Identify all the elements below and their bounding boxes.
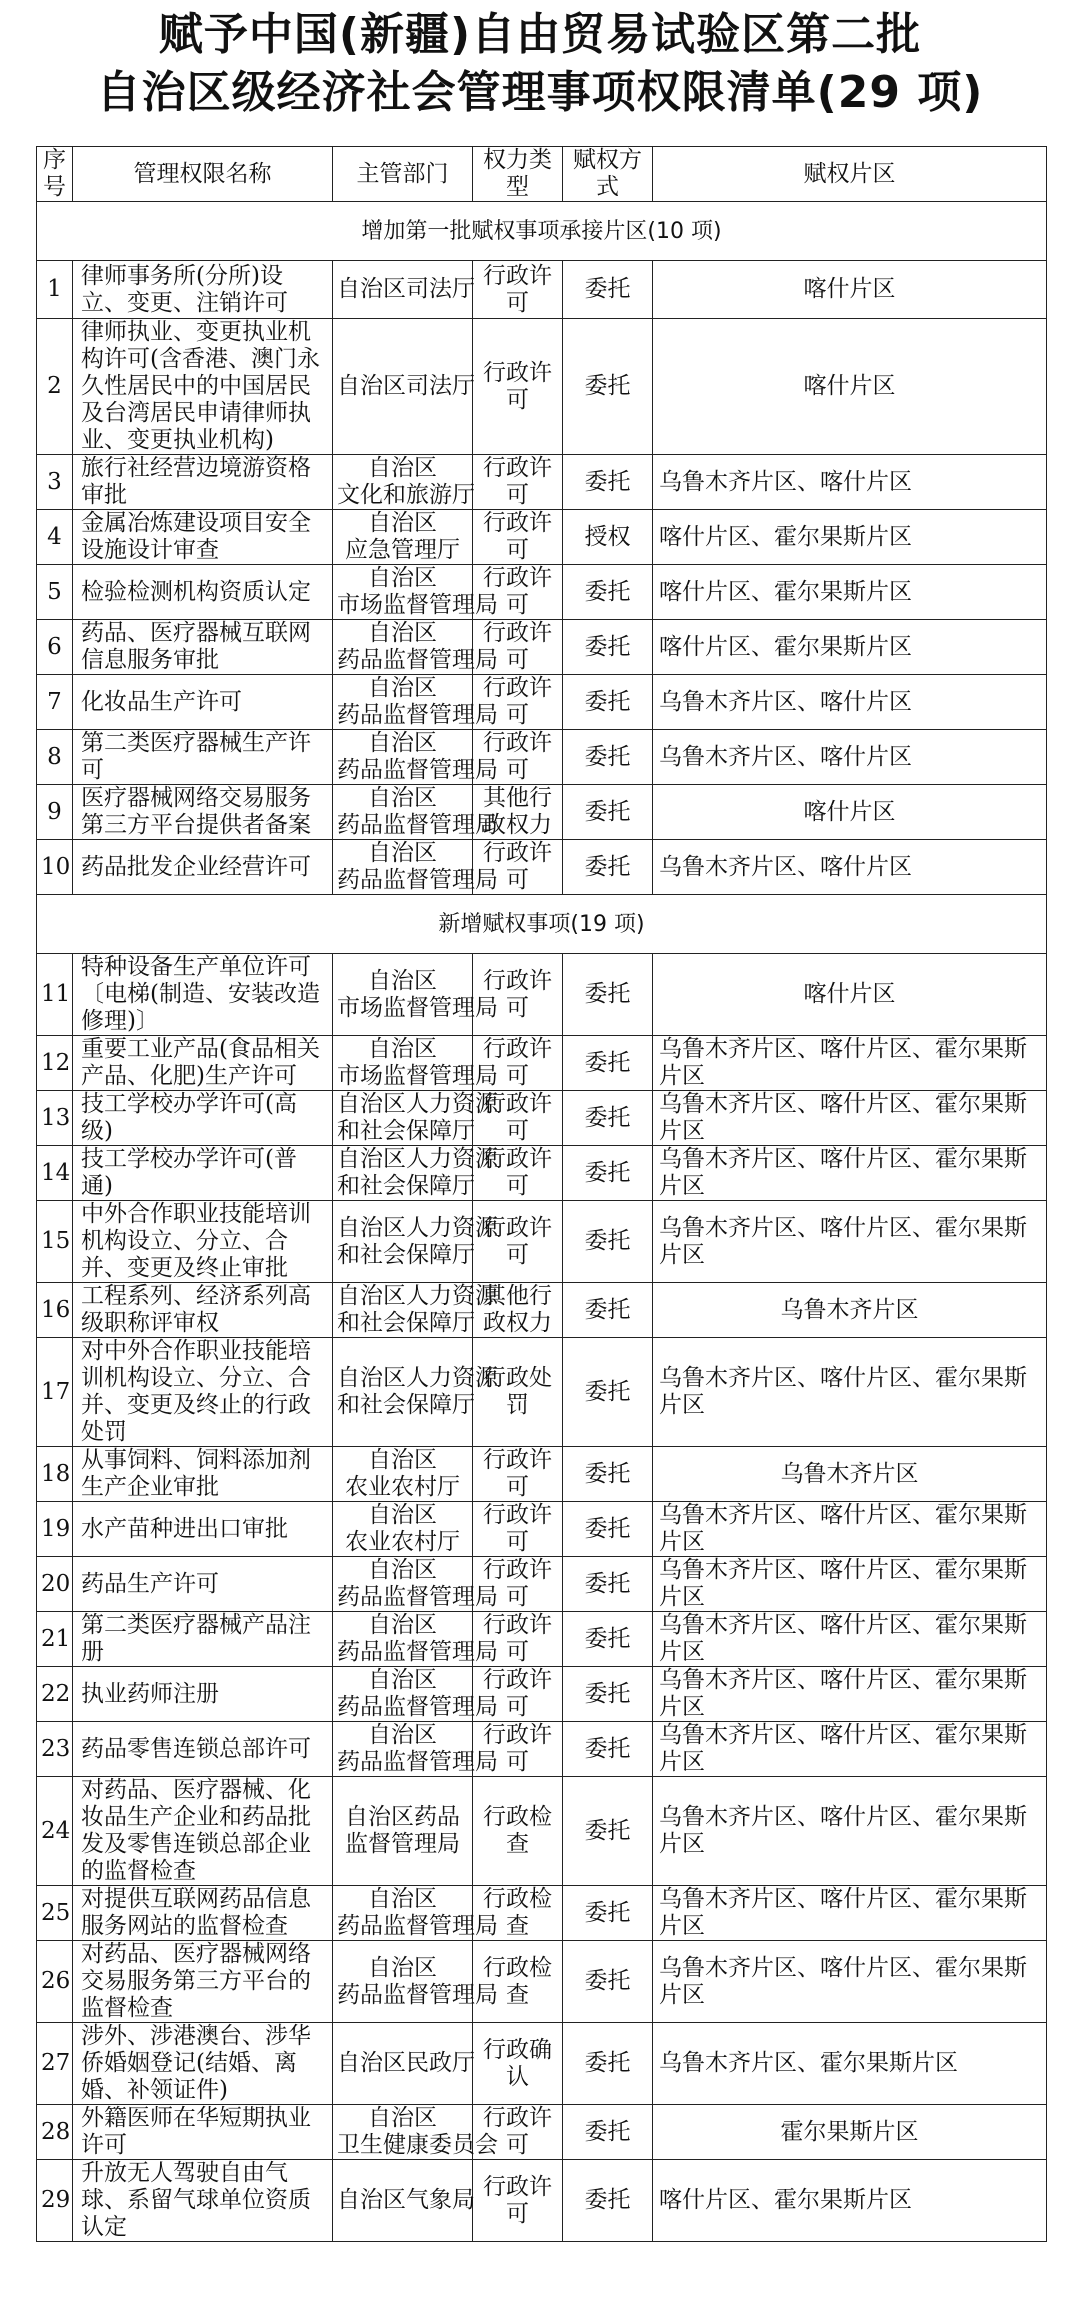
cell-mode: 委托 <box>563 785 653 840</box>
table-row <box>37 455 1047 510</box>
cell-name: 检验检测机构资质认定 <box>73 565 333 620</box>
cell-type: 行政许可 <box>473 2160 563 2242</box>
cell-name: 技工学校办学许可(普通) <box>73 1146 333 1201</box>
section-header-row <box>37 895 1047 954</box>
cell-no: 17 <box>37 1338 73 1447</box>
cell-type: 行政许可 <box>473 1502 563 1557</box>
dept-line: 药品监督管理局 <box>337 1584 498 1610</box>
cell-no: 14 <box>37 1146 73 1201</box>
cell-name: 技工学校办学许可(高级) <box>73 1091 333 1146</box>
cell-area: 喀什片区 <box>653 319 1047 455</box>
cell-dept <box>333 455 473 510</box>
cell-name: 药品零售连锁总部许可 <box>73 1722 333 1777</box>
table-row <box>37 840 1047 895</box>
table-row <box>37 1283 1047 1338</box>
cell-type: 行政许可 <box>473 2105 563 2160</box>
cell-name: 升放无人驾驶自由气球、系留气球单位资质认定 <box>73 2160 333 2242</box>
dept-line: 自治区民政厅 <box>337 2050 475 2076</box>
dept-line: 自治区司法厅 <box>337 276 475 302</box>
dept-line: 自治区人力资源 <box>337 1214 498 1241</box>
cell-no: 28 <box>37 2105 73 2160</box>
cell-dept <box>333 2105 498 2160</box>
cell-type: 其他行政权力 <box>473 785 563 840</box>
table-row <box>37 261 1047 319</box>
table-body <box>37 202 1047 2242</box>
cell-area: 喀什片区、霍尔果斯片区 <box>653 620 1047 675</box>
cell-area: 乌鲁木齐片区、喀什片区、霍尔果斯片区 <box>653 1722 1047 1777</box>
cell-mode: 委托 <box>563 1146 653 1201</box>
dept-line: 自治区气象局 <box>337 2187 475 2213</box>
table-row <box>37 675 1047 730</box>
dept-line: 自治区 <box>368 1886 437 1912</box>
table-row <box>37 620 1047 675</box>
cell-dept <box>333 1667 498 1722</box>
cell-type: 行政许可 <box>473 840 563 895</box>
dept-line: 自治区药品 <box>345 1804 460 1830</box>
cell-area: 乌鲁木齐片区、喀什片区、霍尔果斯片区 <box>653 1557 1047 1612</box>
cell-dept <box>333 1886 498 1941</box>
dept-line: 药品监督管理局 <box>337 1639 498 1665</box>
cell-no: 13 <box>37 1091 73 1146</box>
dept-line: 自治区 <box>368 785 437 811</box>
cell-no: 22 <box>37 1667 73 1722</box>
dept-line: 自治区 <box>368 565 437 591</box>
cell-name: 药品批发企业经营许可 <box>73 840 333 895</box>
cell-dept <box>333 620 498 675</box>
cell-area: 乌鲁木齐片区、喀什片区、霍尔果斯片区 <box>653 1612 1047 1667</box>
cell-name: 涉外、涉港澳台、涉华侨婚姻登记(结婚、离婚、补领证件) <box>73 2023 333 2105</box>
dept-line: 农业农村厅 <box>345 1529 460 1555</box>
dept-line: 自治区 <box>368 1722 437 1748</box>
table-row <box>37 1036 1047 1091</box>
cell-area: 喀什片区、霍尔果斯片区 <box>653 565 1047 620</box>
table-row <box>37 1722 1047 1777</box>
dept-line: 自治区 <box>368 730 437 756</box>
cell-name: 对药品、医疗器械、化妆品生产企业和药品批发及零售连锁总部企业的监督检查 <box>73 1777 333 1886</box>
dept-line: 药品监督管理局 <box>337 1913 498 1939</box>
cell-name: 第二类医疗器械生产许可 <box>73 730 333 785</box>
table-row <box>37 1447 1047 1502</box>
cell-no: 3 <box>37 455 73 510</box>
cell-no: 11 <box>37 954 73 1036</box>
cell-type: 行政检查 <box>473 1777 563 1886</box>
cell-no: 24 <box>37 1777 73 1886</box>
cell-mode: 委托 <box>563 730 653 785</box>
table-row <box>37 785 1047 840</box>
header-mode: 赋权方式 <box>563 147 653 202</box>
dept-line: 自治区 <box>368 967 437 994</box>
table-row <box>37 510 1047 565</box>
cell-mode: 委托 <box>563 1886 653 1941</box>
dept-line: 文化和旅游厅 <box>337 482 475 508</box>
cell-no: 23 <box>37 1722 73 1777</box>
title-line-2: 自治区级经济社会管理事项权限清单(29 项) <box>96 67 984 118</box>
cell-dept <box>333 1036 498 1091</box>
dept-line: 自治区人力资源 <box>337 1091 498 1117</box>
cell-area: 乌鲁木齐片区、霍尔果斯片区 <box>653 2023 1047 2105</box>
header-name: 管理权限名称 <box>73 147 333 202</box>
cell-name: 律师执业、变更执业机构许可(含香港、澳门永久性居民中的中国居民及台湾居民申请律师执业、变更执业机构) <box>73 319 333 455</box>
cell-area: 乌鲁木齐片区、喀什片区 <box>653 455 1047 510</box>
cell-name: 对中外合作职业技能培训机构设立、分立、合并、变更及终止的行政处罚 <box>73 1338 333 1447</box>
cell-area: 乌鲁木齐片区、喀什片区、霍尔果斯片区 <box>653 1036 1047 1091</box>
cell-type: 行政许可 <box>473 455 563 510</box>
cell-mode: 委托 <box>563 319 653 455</box>
dept-line: 自治区 <box>368 455 437 481</box>
dept-line: 自治区 <box>368 1557 437 1583</box>
cell-dept <box>333 1612 498 1667</box>
cell-type: 行政许可 <box>473 1447 563 1502</box>
cell-dept <box>333 1283 498 1338</box>
cell-area: 喀什片区、霍尔果斯片区 <box>653 2160 1047 2242</box>
title-line-1: 赋予中国(新疆)自由贸易试验区第二批 <box>158 9 922 60</box>
cell-area: 乌鲁木齐片区、喀什片区、霍尔果斯片区 <box>653 1886 1047 1941</box>
dept-line: 自治区 <box>368 1036 437 1062</box>
cell-dept <box>333 319 473 455</box>
cell-area: 乌鲁木齐片区、喀什片区 <box>653 730 1047 785</box>
cell-dept <box>333 840 498 895</box>
dept-line: 药品监督管理局 <box>337 647 498 673</box>
cell-name: 从事饲料、饲料添加剂生产企业审批 <box>73 1447 333 1502</box>
cell-mode: 委托 <box>563 1941 653 2023</box>
cell-type: 行政许可 <box>473 565 563 620</box>
cell-dept <box>333 1557 498 1612</box>
cell-dept <box>333 1722 498 1777</box>
cell-type: 行政许可 <box>473 954 563 1036</box>
dept-line: 自治区 <box>368 840 437 866</box>
cell-name: 药品生产许可 <box>73 1557 333 1612</box>
cell-name: 执业药师注册 <box>73 1667 333 1722</box>
table-row <box>37 730 1047 785</box>
dept-line: 自治区 <box>368 1612 437 1638</box>
cell-name: 化妆品生产许可 <box>73 675 333 730</box>
header-no: 序号 <box>37 147 73 202</box>
dept-line: 监督管理局 <box>345 1831 460 1857</box>
cell-type: 行政许可 <box>473 1146 563 1201</box>
cell-dept <box>333 785 498 840</box>
cell-no: 12 <box>37 1036 73 1091</box>
cell-mode: 委托 <box>563 2023 653 2105</box>
cell-no: 6 <box>37 620 73 675</box>
table-row <box>37 1777 1047 1886</box>
cell-dept <box>333 1201 498 1283</box>
cell-mode: 委托 <box>563 455 653 510</box>
cell-type: 其他行政权力 <box>473 1283 563 1338</box>
table-row <box>37 319 1047 455</box>
cell-name: 药品、医疗器械互联网信息服务审批 <box>73 620 333 675</box>
cell-name: 对药品、医疗器械网络交易服务第三方平台的监督检查 <box>73 1941 333 2023</box>
table-row <box>37 1146 1047 1201</box>
cell-no: 20 <box>37 1557 73 1612</box>
cell-area: 乌鲁木齐片区 <box>653 1447 1047 1502</box>
cell-mode: 委托 <box>563 1283 653 1338</box>
dept-line: 应急管理厅 <box>345 537 460 563</box>
table-row <box>37 565 1047 620</box>
cell-type: 行政许可 <box>473 730 563 785</box>
cell-dept <box>333 2023 473 2105</box>
dept-line: 自治区 <box>368 1447 437 1473</box>
dept-line: 药品监督管理局 <box>337 702 498 728</box>
cell-area: 乌鲁木齐片区、喀什片区、霍尔果斯片区 <box>653 1091 1047 1146</box>
cell-area: 乌鲁木齐片区、喀什片区、霍尔果斯片区 <box>653 1777 1047 1886</box>
cell-name: 外籍医师在华短期执业许可 <box>73 2105 333 2160</box>
header-type: 权力类型 <box>473 147 563 202</box>
cell-no: 5 <box>37 565 73 620</box>
cell-mode: 委托 <box>563 1447 653 1502</box>
table-row <box>37 2160 1047 2242</box>
cell-name: 重要工业产品(食品相关产品、化肥)生产许可 <box>73 1036 333 1091</box>
cell-dept <box>333 1338 498 1447</box>
cell-no: 2 <box>37 319 73 455</box>
cell-type: 行政许可 <box>473 1612 563 1667</box>
cell-type: 行政许可 <box>473 1557 563 1612</box>
dept-line: 自治区 <box>368 620 437 646</box>
dept-line: 和社会保障厅 <box>337 1241 475 1268</box>
dept-line: 自治区 <box>368 1667 437 1693</box>
cell-dept <box>333 1777 473 1886</box>
cell-name: 金属冶炼建设项目安全设施设计审查 <box>73 510 333 565</box>
cell-area: 乌鲁木齐片区、喀什片区、霍尔果斯片区 <box>653 1146 1047 1201</box>
cell-type: 行政许可 <box>473 675 563 730</box>
cell-name: 工程系列、经济系列高级职称评审权 <box>73 1283 333 1338</box>
cell-no: 8 <box>37 730 73 785</box>
cell-area: 喀什片区 <box>653 261 1047 319</box>
cell-name: 对提供互联网药品信息服务网站的监督检查 <box>73 1886 333 1941</box>
cell-dept <box>333 261 473 319</box>
dept-line: 市场监督管理局 <box>337 592 498 618</box>
cell-mode: 委托 <box>563 1777 653 1886</box>
cell-no: 4 <box>37 510 73 565</box>
cell-mode: 委托 <box>563 1338 653 1447</box>
cell-mode: 委托 <box>563 1091 653 1146</box>
cell-mode: 委托 <box>563 954 653 1036</box>
cell-area: 乌鲁木齐片区、喀什片区、霍尔果斯片区 <box>653 1941 1047 2023</box>
table-row <box>37 1886 1047 1941</box>
dept-line: 自治区人力资源 <box>337 1283 498 1309</box>
dept-line: 市场监督管理局 <box>337 1063 498 1089</box>
cell-type: 行政处罚 <box>473 1338 563 1447</box>
cell-no: 19 <box>37 1502 73 1557</box>
cell-type: 行政许可 <box>473 1722 563 1777</box>
dept-line: 农业农村厅 <box>345 1474 460 1500</box>
cell-no: 18 <box>37 1447 73 1502</box>
cell-no: 29 <box>37 2160 73 2242</box>
cell-mode: 委托 <box>563 1036 653 1091</box>
cell-type: 行政许可 <box>473 1667 563 1722</box>
table-row <box>37 2105 1047 2160</box>
table-row <box>37 1338 1047 1447</box>
dept-line: 药品监督管理局 <box>337 1981 498 2008</box>
cell-no: 26 <box>37 1941 73 2023</box>
cell-mode: 委托 <box>563 840 653 895</box>
cell-area: 喀什片区 <box>653 785 1047 840</box>
cell-no: 16 <box>37 1283 73 1338</box>
dept-line: 自治区 <box>368 675 437 701</box>
header-dept: 主管部门 <box>333 147 473 202</box>
cell-area: 喀什片区 <box>653 954 1047 1036</box>
cell-dept <box>333 2160 473 2242</box>
cell-mode: 委托 <box>563 1722 653 1777</box>
cell-type: 行政许可 <box>473 261 563 319</box>
cell-mode: 委托 <box>563 1667 653 1722</box>
cell-dept <box>333 1447 473 1502</box>
cell-dept <box>333 1941 498 2023</box>
cell-dept <box>333 510 473 565</box>
cell-no: 9 <box>37 785 73 840</box>
cell-dept <box>333 1146 498 1201</box>
cell-area: 乌鲁木齐片区、喀什片区、霍尔果斯片区 <box>653 1338 1047 1447</box>
cell-no: 1 <box>37 261 73 319</box>
cell-no: 10 <box>37 840 73 895</box>
dept-line: 和社会保障厅 <box>337 1118 475 1144</box>
dept-line: 药品监督管理局 <box>337 1694 498 1720</box>
document-title <box>0 6 1080 122</box>
dept-line: 自治区人力资源 <box>337 1365 498 1391</box>
cell-type: 行政许可 <box>473 1201 563 1283</box>
cell-name: 中外合作职业技能培训机构设立、分立、合并、变更及终止审批 <box>73 1201 333 1283</box>
dept-line: 药品监督管理局 <box>337 1749 498 1775</box>
cell-no: 15 <box>37 1201 73 1283</box>
table-row <box>37 1557 1047 1612</box>
table-row <box>37 954 1047 1036</box>
cell-mode: 委托 <box>563 620 653 675</box>
cell-no: 21 <box>37 1612 73 1667</box>
cell-area: 乌鲁木齐片区、喀什片区 <box>653 675 1047 730</box>
dept-line: 药品监督管理局 <box>337 812 498 838</box>
cell-name: 水产苗种进出口审批 <box>73 1502 333 1557</box>
cell-mode: 委托 <box>563 675 653 730</box>
cell-type: 行政许可 <box>473 319 563 455</box>
cell-area: 霍尔果斯片区 <box>653 2105 1047 2160</box>
cell-name: 医疗器械网络交易服务第三方平台提供者备案 <box>73 785 333 840</box>
dept-line: 自治区 <box>368 1954 437 1981</box>
cell-dept <box>333 1091 498 1146</box>
cell-mode: 委托 <box>563 2160 653 2242</box>
table-header-row <box>37 147 1047 202</box>
cell-type: 行政许可 <box>473 620 563 675</box>
section-title: 增加第一批赋权事项承接片区(10 项) <box>37 202 1047 261</box>
table-row <box>37 2023 1047 2105</box>
section-header-row <box>37 202 1047 261</box>
cell-dept <box>333 954 498 1036</box>
cell-area: 乌鲁木齐片区、喀什片区 <box>653 840 1047 895</box>
cell-mode: 委托 <box>563 1502 653 1557</box>
cell-no: 27 <box>37 2023 73 2105</box>
table-row <box>37 1502 1047 1557</box>
cell-no: 25 <box>37 1886 73 1941</box>
table-row <box>37 1201 1047 1283</box>
dept-line: 卫生健康委员会 <box>337 2132 498 2158</box>
dept-line: 市场监督管理局 <box>337 994 498 1021</box>
cell-name: 律师事务所(分所)设立、变更、注销许可 <box>73 261 333 319</box>
cell-area: 乌鲁木齐片区 <box>653 1283 1047 1338</box>
cell-mode: 委托 <box>563 1612 653 1667</box>
dept-line: 自治区司法厅 <box>337 373 475 399</box>
cell-type: 行政许可 <box>473 1091 563 1146</box>
table-row <box>37 1091 1047 1146</box>
cell-area: 喀什片区、霍尔果斯片区 <box>653 510 1047 565</box>
cell-dept <box>333 1502 473 1557</box>
dept-line: 自治区 <box>368 1502 437 1528</box>
cell-type: 行政确认 <box>473 2023 563 2105</box>
authority-list-table <box>36 146 1047 2242</box>
cell-name: 特种设备生产单位许可〔电梯(制造、安装改造修理)〕 <box>73 954 333 1036</box>
cell-mode: 委托 <box>563 565 653 620</box>
dept-line: 药品监督管理局 <box>337 757 498 783</box>
cell-type: 行政许可 <box>473 510 563 565</box>
cell-type: 行政许可 <box>473 1036 563 1091</box>
dept-line: 和社会保障厅 <box>337 1310 475 1336</box>
dept-line: 和社会保障厅 <box>337 1173 475 1199</box>
dept-line: 自治区 <box>368 2105 437 2131</box>
cell-dept <box>333 565 498 620</box>
table-row <box>37 1667 1047 1722</box>
header-area: 赋权片区 <box>653 147 1047 202</box>
cell-no: 7 <box>37 675 73 730</box>
cell-area: 乌鲁木齐片区、喀什片区、霍尔果斯片区 <box>653 1201 1047 1283</box>
cell-mode: 委托 <box>563 2105 653 2160</box>
table-row <box>37 1941 1047 2023</box>
cell-name: 第二类医疗器械产品注册 <box>73 1612 333 1667</box>
cell-type: 行政检查 <box>473 1886 563 1941</box>
cell-area: 乌鲁木齐片区、喀什片区、霍尔果斯片区 <box>653 1502 1047 1557</box>
cell-type: 行政检查 <box>473 1941 563 2023</box>
section-title: 新增赋权事项(19 项) <box>37 895 1047 954</box>
cell-mode: 委托 <box>563 1201 653 1283</box>
cell-dept <box>333 730 498 785</box>
dept-line: 和社会保障厅 <box>337 1392 475 1418</box>
cell-name: 旅行社经营边境游资格审批 <box>73 455 333 510</box>
cell-area: 乌鲁木齐片区、喀什片区、霍尔果斯片区 <box>653 1667 1047 1722</box>
cell-dept <box>333 675 498 730</box>
table-row <box>37 1612 1047 1667</box>
dept-line: 自治区 <box>368 510 437 536</box>
dept-line: 药品监督管理局 <box>337 867 498 893</box>
cell-mode: 授权 <box>563 510 653 565</box>
cell-mode: 委托 <box>563 1557 653 1612</box>
cell-mode: 委托 <box>563 261 653 319</box>
dept-line: 自治区人力资源 <box>337 1146 498 1172</box>
